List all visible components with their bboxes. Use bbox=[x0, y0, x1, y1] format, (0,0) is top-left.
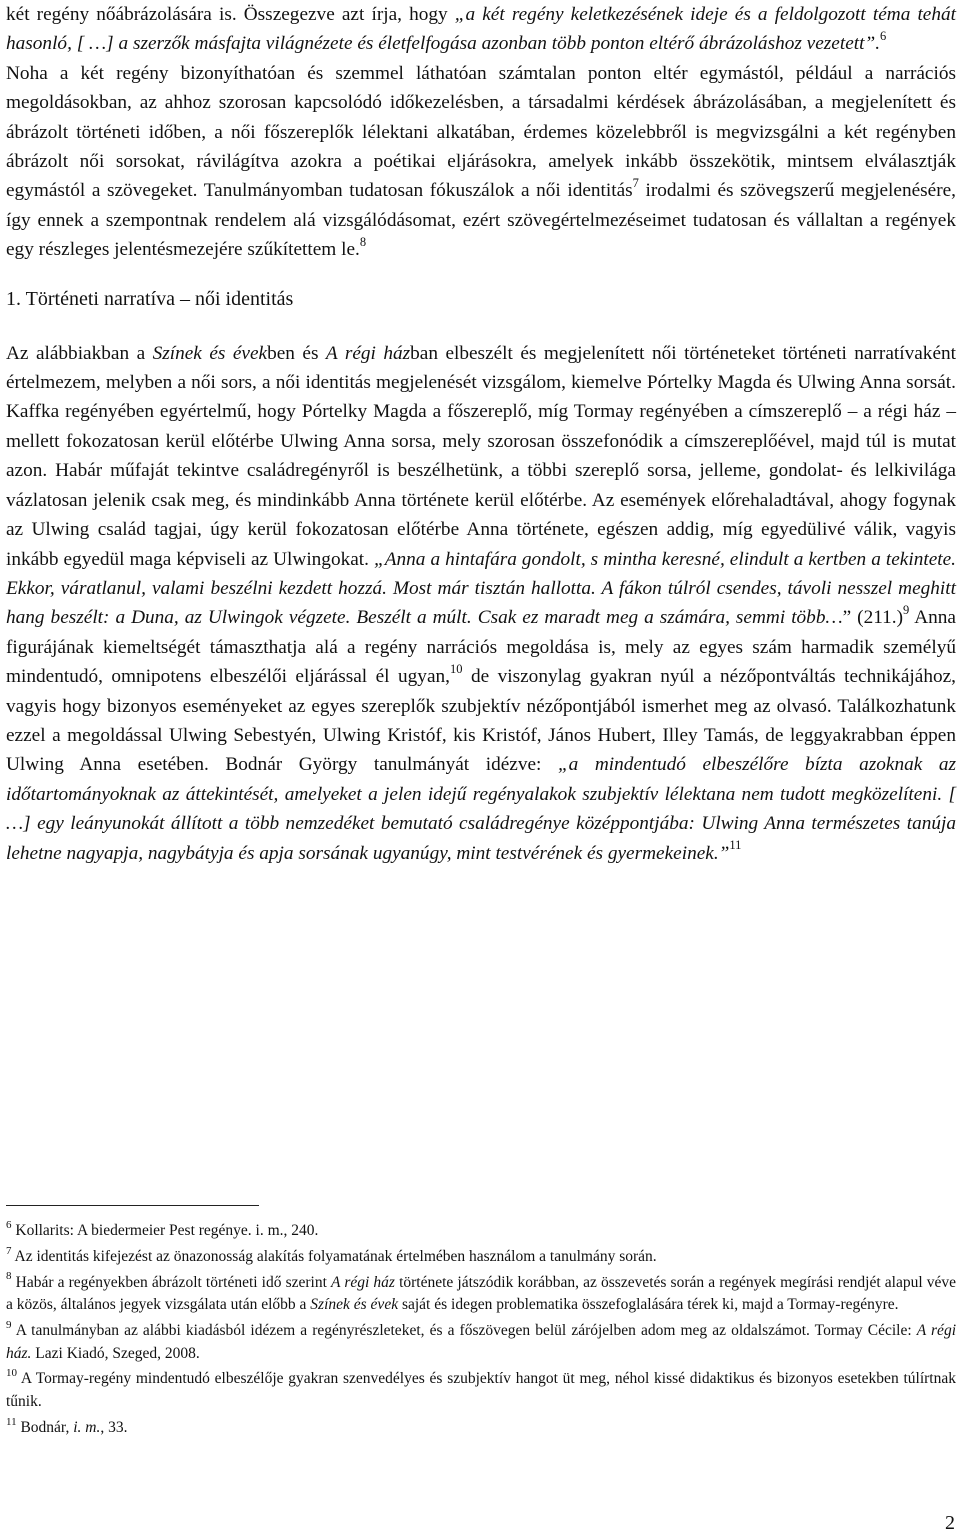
footnote-italic: i. m. bbox=[73, 1418, 101, 1436]
paragraph-analysis-text-e: Anna figurájának kiemeltségét támaszthatja alá a regény narrációs megoldása is, mely az egyes szám harmadik személyű mindentudó, omnipotens elbeszélői eljárással él ugyan, bbox=[6, 607, 956, 688]
footnote-8 bbox=[6, 1272, 956, 1317]
footnote-text-b: , 33. bbox=[100, 1418, 128, 1436]
title-a-regi-haz: A régi ház bbox=[325, 342, 411, 364]
page-body bbox=[6, 0, 956, 868]
footnote-text-a: A tanulmányban az alábbi kiadásból idézem a regényrészleteket, és a főszövegen belül zárójelben adom meg az oldalszámot. Tormay Cécile: bbox=[15, 1321, 917, 1339]
footnote-number: 6 bbox=[6, 1218, 12, 1231]
footnote-ref-9[interactable]: 9 bbox=[903, 602, 910, 617]
footnote-ref-6[interactable]: 6 bbox=[880, 28, 887, 43]
footnote-title: A régi ház. bbox=[6, 1321, 956, 1362]
paragraph-analysis-text-b: ben és bbox=[267, 342, 326, 364]
paragraph-analysis-text-a: Az alábbiakban a bbox=[6, 342, 153, 364]
footnote-ref-7[interactable]: 7 bbox=[632, 176, 639, 191]
footnote-6 bbox=[6, 1220, 956, 1243]
paragraph-analysis-text-c: ban elbeszélt és megjelenített női történeteket történeti narratívaként értelmezem, melyben a női sors, a női identitás megjelenését vizsgálom, kiemelve Pórtelky Magda és Ulwing Anna sorsát. Kaffka regényében egyértelmű, hogy Pórtelky Magda a főszereplő, míg Tormay regényében a címszereplő – a régi ház – mellett fokozatosan kerül előtérbe Ulwing Anna sorsa, mely szorosan összefonódik a címszereplőével, majd túl is mutat azon. Habár műfaját tekintve családregényről is beszélhetünk, a többi szereplő sorsa, jelleme, gondolat- és lelkivilága vázlatosan jelenik csak meg, és mindinkább Anna története kerül előtérbe. Az események előrehaladtával, ahogy fogynak az Ulwing család tagjai, úgy kerül fokozatosan előtérbe Anna története, egészen addig, míg egyedülivé válik, vagyis inkább egyedül maga képviseli az Ulwingokat. bbox=[6, 342, 956, 570]
footnote-number: 11 bbox=[6, 1415, 17, 1428]
footnote-text-c: saját és idegen problematika összefoglalására térek ki, majd a Tormay-regényre. bbox=[398, 1296, 899, 1314]
footnote-text: Az identitás kifejezést az önazonosság alakítás folyamatának értelmében használom a tanulmány során. bbox=[14, 1247, 657, 1265]
footnote-text-b: Lazi Kiadó, Szeged, 2008. bbox=[31, 1344, 200, 1362]
footnote-title-szinek-es-evek: Színek és évek bbox=[310, 1296, 399, 1314]
footnote-text-a: Bodnár, bbox=[20, 1418, 74, 1436]
footnote-text: A Tormay-regény mindentudó elbeszélője gyakran szenvedélyes és szubjektív hangot üt meg, néhol kissé didaktikus és bizonyos esetekben túlírtnak tűnik. bbox=[6, 1370, 956, 1410]
title-szinek-es-evek: Színek és évek bbox=[152, 342, 268, 364]
quote-kollarits: „a két regény keletkezésének ideje és a feldolgozott téma tehát hasonló, [ …] a szerzők másfajta világnézete és életfelfogása azonban több ponton eltérő ábrázoláshoz vezetett”. bbox=[6, 4, 956, 55]
footnote-11 bbox=[6, 1417, 956, 1440]
page-number: 2 bbox=[945, 1512, 955, 1534]
paragraph-analysis-text-d: ” (211.) bbox=[842, 607, 904, 629]
footnote-number: 9 bbox=[6, 1318, 12, 1331]
footnote-text-a: Habár a regényekben ábrázolt történeti idő szerint bbox=[15, 1273, 332, 1291]
footnote-ref-10[interactable]: 10 bbox=[449, 661, 463, 676]
paragraph-thesis bbox=[6, 59, 956, 265]
footnote-9 bbox=[6, 1320, 956, 1365]
footnote-ref-8[interactable]: 8 bbox=[359, 234, 367, 249]
paragraph-intro bbox=[6, 0, 956, 59]
paragraph-thesis-text-b: irodalmi és szövegszerű megjelenésére, így ennek a szempontnak rendelem alá vizsgálódásomat, ezért szövegértelmezéseimet tudatosan és vállaltan a regények egy részleges jelentésmezejére szűkítettem le. bbox=[6, 180, 956, 261]
paragraph-analysis-text-f: de viszonylag gyakran nyúl a nézőpontváltás technikájához, vagyis hogy bizonyos eseményeket az egyes szereplők szubjektív nézőpontjából ismerhet meg az olvasó. Találkozhatunk ezzel a megoldással Ulwing Sebestyén, Ulwing Kristóf, kis Kristóf, János Hubert, Illey Tamás, de leggyakrabban éppen Ulwing Anna esetében. Bodnár György tanulmányát idézve: bbox=[6, 666, 957, 776]
paragraph-thesis-text-a: Noha a két regény bizonyíthatóan és szemmel láthatóan számtalan ponton eltér egymástól, például a narrációs megoldásokban, az ahhoz szorosan kapcsolódó időkezelésben, a társadalmi kérdések ábrázolásában, a megjelenített és ábrázolt történeti időben, a női főszereplők lélektani alkatában, érdemes közelebbről is megvizsgálni a két regényben ábrázolt női sorsokat, rávilágítva azokra a poétikai eljárásokra, amelyek inkább összekötik, mintsem elválasztják egymástól a szövegeket. Tanulmányomban tudatosan fókuszálok a női identitás bbox=[6, 62, 956, 202]
footnote-10 bbox=[6, 1368, 956, 1413]
footnote-number: 8 bbox=[6, 1270, 12, 1283]
footnote-7 bbox=[6, 1246, 956, 1269]
footnote-text-b: története játszódik korábban, az összevetés során a regények megírási rendjét alapul véve a közös, általános jegyek vizsgálata után előbb a bbox=[6, 1273, 957, 1314]
quote-regi-haz: „Anna a hintafára gondolt, s mintha keresné, elindult a kertben a tekintete. Ekkor, váratlanul, valami beszélni kezdett hozzá. Most már tisztán hallotta. A fákon túlról csendes, távoli nesszel meghitt hang beszélt: a Duna, az Ulwingok végzete. Beszélt a múlt. Csak ez maradt meg a számára, semmi több… bbox=[6, 548, 956, 629]
footnotes bbox=[6, 1220, 956, 1442]
paragraph-intro-text: két regény nőábrázolására is. Összegezve azt írja, hogy bbox=[6, 4, 455, 25]
paragraph-analysis bbox=[6, 339, 956, 868]
section-heading: 1. Történeti narratíva – női identitás bbox=[6, 287, 294, 310]
footnote-divider bbox=[6, 1205, 259, 1206]
footnote-text: Kollarits: A biedermeier Pest regénye. i. m., 240. bbox=[15, 1222, 319, 1239]
footnote-title-a-regi-haz: A régi ház bbox=[331, 1273, 395, 1291]
quote-bodnar: „a mindentudó elbeszélőre bízta azoknak az időtartományoknak az áttekintését, amelyeket a jelen idejű regényalakok szubjektív lélektana nem tudott megközelíteni. [ …] egy leányunokát állított a több nemzedéket bemutató családregénye középpontjába: Ulwing Anna természetes tanúja lehetne nagyapja, nagybátyja és apja sorsának ugyanúgy, mint testvérének és gyermekeinek.” bbox=[6, 754, 956, 864]
footnote-ref-11[interactable]: 11 bbox=[729, 838, 742, 853]
footnote-number: 7 bbox=[6, 1244, 12, 1257]
footnote-number: 10 bbox=[6, 1367, 17, 1380]
